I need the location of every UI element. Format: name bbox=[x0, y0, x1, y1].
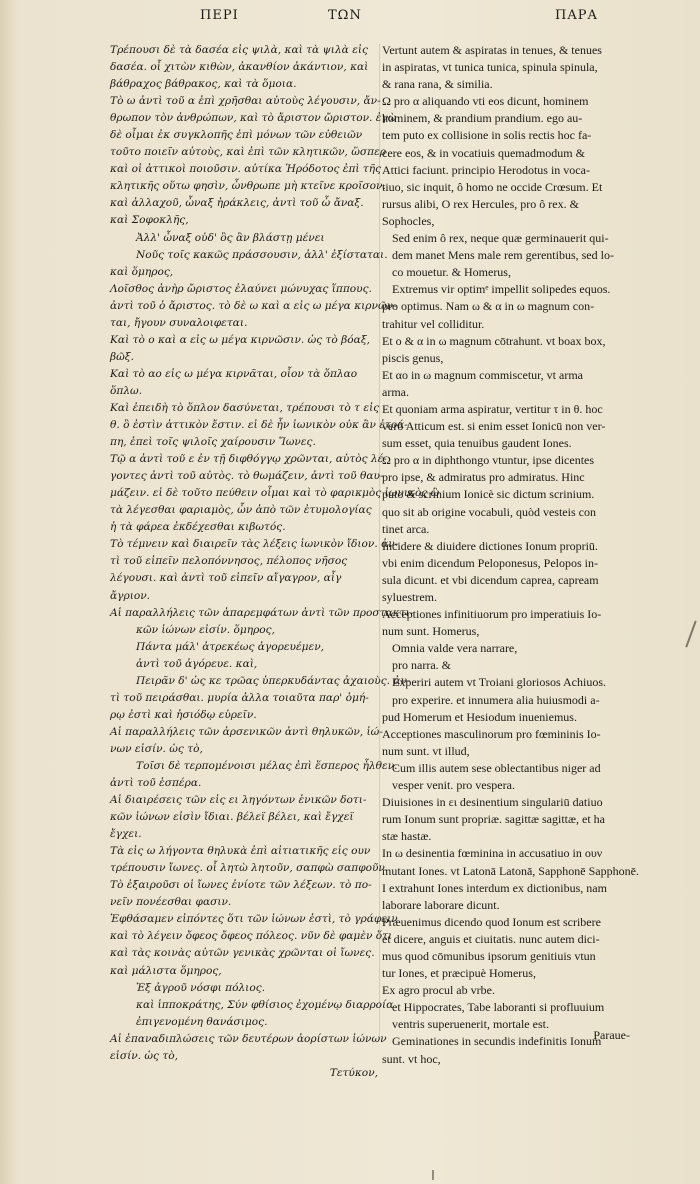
latin-text-line: Et o & α in ω magnum cōtrahunt. vt boax box, bbox=[382, 333, 606, 348]
latin-text-line: Attici faciunt. principio Herodotus in voca- bbox=[382, 162, 590, 177]
latin-text-line: in aspiratas, vt tunica tunica, spinula spinula, bbox=[382, 60, 598, 75]
latin-text-line: Omnia valde vera narrare, bbox=[392, 641, 518, 656]
latin-text-line: mutant Iones. vt Latonā Latonā, Sapphonē Sapphonē. bbox=[382, 863, 639, 878]
margin-mark bbox=[685, 621, 696, 648]
latin-text-line: vesper venit. pro vespera. bbox=[392, 778, 515, 793]
latin-text-line: Præuenimus dicendo quod Ionum est scribere bbox=[382, 914, 601, 929]
latin-text-line: cere eos, & in vocatiuis quemadmodum & bbox=[382, 145, 585, 160]
greek-text-line: καὶ ἱπποκράτης, Σύν φθίσιος ἐχομένῳ διαρροία bbox=[136, 998, 394, 1011]
latin-text-line: pro experire. et innumera alia huiusmodi a- bbox=[392, 692, 600, 707]
catchword: Paraue- bbox=[593, 1028, 630, 1042]
greek-text-line: θ. ὃ ἐστὶν ἀττικὸν ἔστιν. εἰ δὲ ἦν ἰωνικὸν οὐκ ἂν ἐτρά- bbox=[110, 419, 408, 432]
greek-text-line: ἡ τὰ φάρεα ἐκδέχεσθαι κιβωτός. bbox=[110, 521, 286, 534]
greek-text-line: Ἐξ ἀγροῦ νόσφι πόλιος. bbox=[136, 981, 266, 994]
latin-text-line: tem puto ex collisione in solis rectis hoc fa- bbox=[382, 128, 592, 143]
greek-text-line: μάζειν. εἰ δὲ τοῦτο πεύθειν οἶμαι καὶ τὸ φαρικμὸς ἰωνικὸς ὢ bbox=[110, 487, 440, 500]
latin-text-line: pro optimus. Nam ω & α in ω magnum con- bbox=[382, 299, 595, 314]
greek-text-line: νεῖν πονέεσθαι φασιν. bbox=[110, 896, 232, 909]
latin-text-line: pro ipse, & admiratus pro admiratus. Hinc bbox=[382, 470, 585, 485]
latin-text-line: ventris superuenerit, mortale est. bbox=[392, 1017, 549, 1032]
greek-text-line: καὶ ἀλλαχοῦ, ὦναξ ἡράκλεις, ἀντὶ τοῦ ὦ ἄναξ. bbox=[110, 197, 364, 210]
greek-text-line: Τὸ τέμνειν καὶ διαιρεῖν τὰς λέξεις ἰωνικὸν ἴδιον. ἀν- bbox=[110, 538, 399, 551]
latin-text-line: Cum illis autem sese oblectantibus niger ad bbox=[392, 760, 601, 775]
greek-text-line: Ἐφθάσαμεν εἰπόντες ὅτι τῶν ἰώνων ἐστὶ, τὸ γράφειν bbox=[110, 913, 398, 926]
bottom-mark bbox=[432, 1170, 434, 1180]
greek-text-line: τρέπουσιν ἴωνες. οἷ λητὼ λητοῦν, σαπφὼ σαπφοῦν. bbox=[110, 862, 389, 875]
greek-text-line: βῶξ. bbox=[110, 350, 134, 363]
greek-text-line: ται, ἤγουν συναλοιφεται. bbox=[110, 316, 248, 329]
greek-text-line: Τῷ α ἀντὶ τοῦ ε ἐν τῇ διφθόγγῳ χρῶνται, αὐτὸς λέ- bbox=[110, 453, 387, 466]
greek-text-line: Λοῖσθος ἀνὴρ ὤριστος ἐλαύνει μώνυχας ἵππους. bbox=[110, 282, 372, 295]
greek-text-line: Τὸ ἐξαιροῦσι οἱ ἴωνες ἐνίοτε τῶν λέξεων. τὸ πο- bbox=[110, 879, 372, 892]
greek-text-line: τὶ τοῦ εἰπεῖν πελοπόννησος, πέλοπος νῆσος bbox=[110, 555, 348, 568]
greek-text-line: ρῳ ἐστὶ καὶ ἡσιόδῳ εὑρεῖν. bbox=[110, 708, 257, 721]
latin-text-line: Incidere & diuidere dictiones Ionum propriū. bbox=[382, 538, 598, 553]
greek-text-line: τοῦτο ποιεῖν αὐτοὺς, καὶ ἐπὶ τῶν κλητικῶν, ὥσπερ bbox=[110, 146, 386, 159]
latin-text-line: Sophocles, bbox=[382, 213, 435, 228]
greek-text-line: Πάντα μάλ' ἀτρεκέως ἀγορευέμεν, bbox=[136, 640, 325, 653]
latin-text-line: tinet arca. bbox=[382, 521, 430, 536]
latin-text-line: rum Ionum sunt propriæ. sagittæ sagittæ, et ha bbox=[382, 812, 605, 827]
greek-text-line: εἰσίν. ὡς τὸ, bbox=[110, 1049, 178, 1062]
greek-text-line: νων εἰσίν. ὡς τὸ, bbox=[110, 742, 203, 755]
latin-text-line: laborare laborare dicunt. bbox=[382, 897, 500, 912]
latin-text-line: Ω pro α aliquando vti eos dicunt, hominem bbox=[382, 94, 589, 109]
greek-text-line: Καὶ ἐπειδὴ τὸ ὅπλον δασύνεται, τρέπουσι τὸ τ εἰς bbox=[110, 401, 380, 414]
greek-text-line: κῶν ἰώνων εἰσίν. ὅμηρος, bbox=[136, 623, 275, 636]
greek-text-line: λέγουσι. καὶ ἀντὶ τοῦ εἰπεῖν αἴγαγρον, αἶγ bbox=[110, 572, 342, 585]
greek-text-line: κλητικῆς οὕτω φησὶν, ὦνθρωπε μὴ κτεῖνε κροῖσον. bbox=[110, 180, 386, 193]
latin-text-line: dem manet Mens male rem gerentibus, sed lo- bbox=[392, 248, 614, 263]
latin-text-line: quo sit ab origine vocabuli, quòd vesteis con bbox=[382, 504, 596, 519]
greek-text-line: καὶ Σοφοκλῆς, bbox=[110, 214, 189, 227]
latin-text-line: sum esset, quia tenuibus gaudent Iones. bbox=[382, 436, 572, 451]
latin-text-line: pud Homerum et Hesiodum inueniemus. bbox=[382, 709, 577, 724]
greek-text-line: ἔγχει. bbox=[110, 828, 142, 841]
latin-text-line: rursus alibi, O rex Hercules, pro ô rex. & bbox=[382, 196, 579, 211]
greek-text-line: δὲ οἶμαι ἐκ συγκλοπῆς ἐπὶ μόνων τῶν εὐθειῶν bbox=[110, 129, 363, 142]
greek-text-line: Ἀλλ' ὧναξ οὐδ' ὃς ἂν βλάστῃ μένει bbox=[136, 231, 325, 244]
latin-text-line: Ω pro α in diphthongo vtuntur, ipse dicentes bbox=[382, 453, 595, 468]
greek-text-line: Τὸ ω ἀντὶ τοῦ α ἐπὶ χρῆσθαι αὐτοὺς λέγουσιν, ἄν- bbox=[110, 95, 381, 108]
latin-text-line: Extremus vir optimᵉ impellit solipedes equos. bbox=[392, 282, 611, 297]
greek-text-line: Τετύκον, bbox=[329, 1066, 378, 1079]
latin-text-line: syluestrem. bbox=[382, 590, 437, 604]
latin-text-line: Ι extrahunt Iones interdum ex dictionibus, nam bbox=[382, 880, 607, 895]
header-middle: ΤΩΝ bbox=[328, 8, 362, 23]
latin-text-line: Acceptiones masculinorum pro fœmininis Io- bbox=[382, 726, 601, 741]
latin-text-line: stæ hastæ. bbox=[382, 829, 432, 844]
greek-text-line: δασέα. οἷ χιτὼν κιθὼν, ἀκανθίον ἀκάντιον, καὶ bbox=[110, 61, 369, 74]
greek-text-line: γοντες ἀντὶ τοῦ αὐτὸς. τὸ θωμάζειν, ἀντὶ τοῦ θαυ- bbox=[110, 470, 384, 483]
latin-text-line: Acceptiones infinitiuorum pro imperatiuis Io- bbox=[382, 607, 602, 622]
latin-text-line: tiuo, sic inquit, ô homo ne occide Crœsum. Et bbox=[382, 179, 603, 194]
latin-text-line: Et quoniam arma aspiratur, vertitur τ in θ. hoc bbox=[382, 401, 603, 416]
column-gutter bbox=[379, 44, 380, 1039]
greek-text-line: Αἱ διαιρέσεις τῶν εἰς ει ληγόντων ἑνικῶν δοτι- bbox=[110, 794, 367, 807]
greek-text-line: θρωπον τὸν ἀνθρώπων, καὶ τὸ ἄριστον ὤριστον. ἐγὼ bbox=[110, 112, 397, 125]
latin-text-line: Vertunt autem & aspiratas in tenues, & tenues bbox=[382, 43, 602, 57]
latin-text-line: et dicere, anguis et ciuitatis. nunc autem dici- bbox=[382, 931, 600, 946]
latin-text-line: mus quod cōmunibus ipsorum genitiuis vtun bbox=[382, 948, 596, 963]
header-left: ΠΕΡΙ bbox=[200, 8, 239, 23]
greek-text-line: Τρέπουσι δὲ τὰ δασέα εἰς ψιλὰ, καὶ τὰ ψιλὰ εἰς bbox=[110, 44, 368, 56]
latin-text-line: sula dicunt. et vbi dicendum caprea, capream bbox=[382, 572, 599, 587]
latin-text-line: Ex agro procul ab vrbe. bbox=[382, 983, 495, 998]
latin-text-line: co mouetur. & Homerus, bbox=[392, 265, 511, 280]
running-header bbox=[0, 6, 700, 28]
greek-text-line: ἐπιγενομένη θανάσιμος. bbox=[136, 1015, 268, 1028]
greek-text-line: Καὶ τὸ ο καὶ α εἰς ω μέγα κιρνῶσιν. ὡς τὸ βόαξ, bbox=[110, 333, 371, 346]
greek-text-line: Τοῖσι δὲ τερπομένοισι μέλας ἐπὶ ἕσπερος ἦλθεν. bbox=[136, 759, 398, 772]
latin-text-line: Sed enim ô rex, neque quæ germinauerit qui- bbox=[392, 231, 609, 246]
latin-text-line: et Hippocrates, Tabe laboranti si profluuium bbox=[392, 1000, 605, 1015]
latin-text-line: num sunt. vt illud, bbox=[382, 743, 470, 758]
greek-text-line: Αἱ παραλλήλεις τῶν ἀπαρεμφάτων ἀντὶ τῶν προστακτι- bbox=[110, 606, 414, 619]
greek-text-line: Αἱ παραλλήλεις τῶν ἀρσενικῶν ἀντὶ θηλυκῶν, ἰώ- bbox=[110, 725, 383, 738]
greek-text-line: καὶ οἱ ἀττικοὶ ποιοῦσιν. αὐτίκα Ἡρόδοτος ἐπὶ τῆς bbox=[110, 163, 382, 176]
latin-text-line: Geminationes in secundis indefinitis Ionum bbox=[392, 1034, 602, 1049]
latin-text-line: vbi enim dicendum Peloponesus, Pelopos in- bbox=[382, 555, 598, 570]
latin-text-line: piscis genus, bbox=[382, 350, 444, 365]
latin-text-line: In ω desinentia fœminina in accusatiuo in ουν bbox=[382, 846, 603, 861]
latin-text-line: num sunt. Homerus, bbox=[382, 624, 480, 639]
greek-text-line: καὶ τὸ λέγειν ὄφεος ὄφεος πόλεος. νῦν δὲ φαμὲν ὅτι bbox=[110, 930, 393, 943]
latin-text-line: arma. bbox=[382, 384, 409, 399]
greek-text-line: ἀντὶ τοῦ ἑσπέρα. bbox=[110, 777, 202, 790]
greek-text-line: Καὶ τὸ αο εἰς ω μέγα κιρνᾶται, οἷον τὰ ὅπλαο bbox=[110, 367, 358, 380]
latin-text-line: puto & scrinium Ionicè sic dictum scrinium. bbox=[382, 487, 595, 502]
latin-text-line: Diuisiones in ει desinentium singulariū datiuo bbox=[382, 795, 603, 810]
latin-text-line: hominem, & prandium prandium. ego au- bbox=[382, 111, 583, 126]
latin-text-line: Et αο in ω magnum commiscetur, vt arma bbox=[382, 367, 583, 382]
greek-text-line: ὅπλω. bbox=[110, 384, 143, 397]
latin-column bbox=[382, 42, 644, 1068]
greek-text-line: Αἱ ἐπαναδιπλώσεις τῶν δευτέρων ἀορίστων ἰώνων bbox=[110, 1032, 387, 1045]
greek-text-line: ἄγριον. bbox=[110, 589, 151, 602]
header-right: ΠΑΡΑ bbox=[555, 8, 598, 23]
greek-text-line: ἀντὶ τοῦ ὁ ἄριστος. τὸ δὲ ω καὶ α εἰς ω μέγα κιρνῶν- bbox=[110, 299, 397, 312]
greek-text-line: τὰ λέγεσθαι φαριαμὸς, ὧν ἀπὸ τῶν ἐτυμολογίας bbox=[110, 504, 372, 517]
greek-text-line: Πειρᾶν δ' ὡς κε τρῶας ὑπερκυδάντας ἀχαιοὺς. ἀν- bbox=[136, 674, 411, 687]
greek-text-line: καὶ τὰς κοινὰς αὐτῶν γενικὰς χρῶνται οἱ ἴωνες. bbox=[110, 947, 375, 960]
greek-text-line: κῶν ἰώνων εἰσὶν ἴδιαι. βέλεϊ βέλει, καὶ ἔγχεϊ bbox=[110, 811, 354, 824]
greek-text-line: Τὰ εἰς ω λήγοντα θηλυκὰ ἐπὶ αἰτιατικῆς εἰς ουν bbox=[110, 845, 371, 858]
latin-text-line: tur Iones, et præcipuè Homerus, bbox=[382, 966, 536, 981]
greek-text-line: βάθραχος βάθρακος, καὶ τὰ ὅμοια. bbox=[110, 78, 297, 91]
latin-text-line: sunt. vt hoc, bbox=[382, 1051, 441, 1066]
greek-text-line: ἀντὶ τοῦ ἀγόρευε. καὶ, bbox=[136, 657, 258, 670]
latin-text-line: trahitur vel colliditur. bbox=[382, 316, 485, 331]
greek-text-line: τὶ τοῦ πειράσθαι. μυρία ἀλλα τοιαῦτα παρ' ὁμή- bbox=[110, 691, 369, 704]
greek-text-line: Νοῦς τοῖς κακῶς πράσσουσιν, ἀλλ' ἐξίσταται. bbox=[136, 248, 388, 261]
latin-text-line: Experiri autem vt Troiani gloriosos Achiuos. bbox=[392, 675, 606, 690]
latin-text-line: & rana rana, & similia. bbox=[382, 77, 493, 92]
latin-text-line: verò Atticum est. si enim esset Ionicū non ver- bbox=[382, 419, 606, 434]
greek-text-line: καὶ μάλιστα ὅμηρος, bbox=[110, 964, 222, 977]
latin-text-line: pro narra. & bbox=[392, 658, 451, 673]
greek-text-line: πη, ἐπεὶ τοῖς ψιλοῖς χαίρουσιν Ἴωνες. bbox=[110, 436, 316, 449]
greek-text-line: καὶ ὅμηρος, bbox=[110, 265, 174, 278]
